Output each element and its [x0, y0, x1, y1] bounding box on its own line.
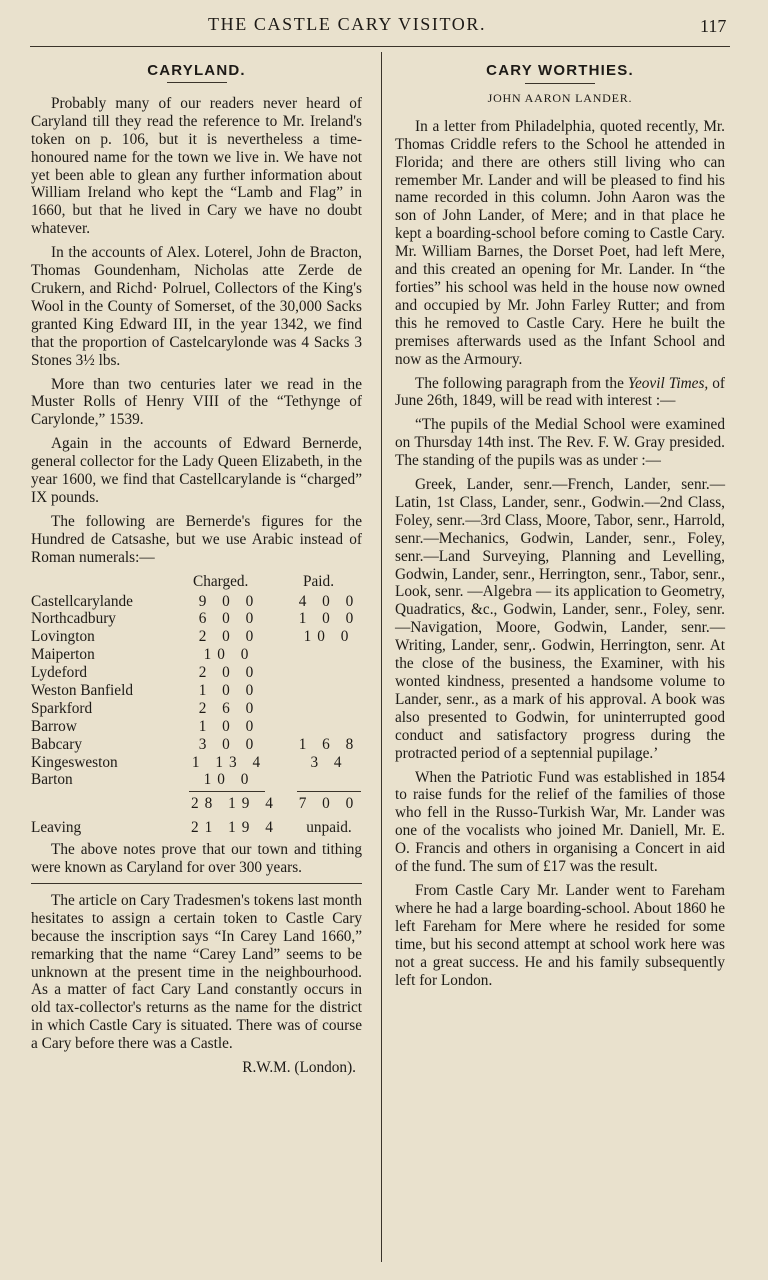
- paid-amount: 4 0 0: [298, 592, 360, 610]
- paragraph-text: of June 26th, 1849, will be read with interest :—: [395, 374, 726, 410]
- charged-amount: 2 0 0: [198, 664, 260, 682]
- place-name: Weston Banfield: [31, 682, 133, 700]
- charged-amount: 10 0: [203, 771, 255, 789]
- article-subheading: JOHN AARON LANDER.: [487, 90, 633, 105]
- place-name: Kingesweston: [31, 753, 118, 771]
- letter-rule: [31, 883, 362, 884]
- caryland-paragraph-4: Again in the accounts of Edward Bernerde, general collector for the Lady Queen Elizabeth, in the year 1600, we find that Castellcarylande is “charged” IX pounds.: [31, 435, 362, 506]
- letter-signature: R.W.M. (London).: [242, 1059, 356, 1077]
- worthies-paragraph-2: [395, 375, 725, 411]
- leaving-label: Leaving: [31, 819, 82, 837]
- table-row: [31, 700, 362, 718]
- header-rule: [30, 46, 730, 47]
- worthies-paragraph-6: From Castle Cary Mr. Lander went to Fareham where he had a large boarding-school. About 1860 he left Fareham for Mere where he resided for some time, but his second attempt at school work here was not a great success. He and his family subsequently left for London.: [395, 881, 725, 989]
- place-name: Barton: [31, 771, 73, 789]
- leaving-amount: 21 19 4: [191, 819, 279, 837]
- charged-amount: 1 0 0: [198, 682, 260, 700]
- heading-rule: [525, 83, 595, 84]
- running-head: [0, 14, 768, 44]
- caryland-closing: The above notes prove that our town and tithing were known as Caryland for over 300 years.: [31, 841, 362, 877]
- charged-amount: 3 0 0: [198, 735, 260, 753]
- place-name: Castellcarylande: [31, 592, 133, 610]
- worthies-paragraph-5: When the Patriotic Fund was established in 1854 to raise funds for the relief of the families of those who fell in the Russo-Turkish War, Mr. Lander was one of the vocalists who joined Mr. Daniell, Mr. E. O. Francis and others in organising a Concert in aid of the fund. The sum of £17 was the result.: [395, 768, 725, 876]
- table-row: [31, 593, 362, 611]
- cary-worthies-heading: CARY WORTHIES.: [486, 62, 634, 79]
- caryland-paragraph-5: The following are Bernerde's figures for the Hundred de Catsashe, but we use Arabic instead of Roman numerals:—: [31, 512, 362, 566]
- letter-paragraph: The article on Cary Tradesmen's tokens last month hesitates to assign a certain token to Castle Cary because the inscription says “In Carey Land 1660,” remarking that the name “Carey Land” seems to be unknown at the present time in the neighbourhood. As a matter of fact Cary Land constantly occurs in old tax-collector's returns as the name for the district in which Castle Cary is situated. There was of course a Cary before there was a Castle.: [31, 891, 362, 1053]
- worthies-paragraph-3: “The pupils of the Medial School were examined on Thursday 14th inst. The Rev. F. W. Gray presided. The standing of the pupils was as under :—: [395, 416, 725, 470]
- charged-amount: 1 0 0: [198, 717, 260, 735]
- caryland-paragraph-1: Probably many of our readers never heard of Caryland till they read the reference to Mr. Ireland's token on p. 106, but it is nevertheless a time-honoured name for the town we live in. We have not yet been able to glean any further information about William Ireland who kept the “Lamb and Flag” in 1660, but that he lived in Cary we have no doubt whatever.: [31, 94, 362, 238]
- table-row: [31, 664, 362, 682]
- table-row: [31, 736, 362, 754]
- table-row: [31, 628, 362, 646]
- caryland-heading: CARYLAND.: [147, 62, 246, 79]
- place-name: Lydeford: [31, 664, 88, 682]
- caryland-paragraph-2: In the accounts of Alex. Loterel, John de Bracton, Thomas Goundenham, Nicholas atte Zerde de Crukern, and Richd· Polruel, Collectors of the King's Wool in the County of Somerset, of the 30,000 Sacks granted King Edward III, in the year 1342, we find that the proportion of Castelcarylonde was 4 Sacks 3 Stones 3½ lbs.: [31, 244, 362, 369]
- figures-table: [31, 593, 362, 838]
- paid-amount: 1 0 0: [298, 610, 360, 628]
- worthies-paragraph-1: In a letter from Philadelphia, quoted recently, Mr. Thomas Criddle refers to the School he attended in Florida; and there are others still living who can remember Mr. Lander and will be pleased to find his name recorded in this column. John Aaron was the son of John Lander, of Mere; and in that place he kept a boarding-school before coming to Castle Cary. Mr. William Barnes, the Dorset Poet, had left Mere, and this created an opening for Mr. Lander. In “the forties” his school was held in the house now owned and occupied by Mr. John Farley Rutter; and from this he removed to Castle Cary. Here he built the premises afterwards used as the Infant School and now as the Armoury.: [395, 117, 725, 368]
- heading-rule: [167, 82, 227, 83]
- charged-amount: 9 0 0: [198, 592, 260, 610]
- figures-table-header: [31, 573, 362, 593]
- page-number: 117: [700, 16, 727, 36]
- newspaper-title: Yeovil Times,: [627, 374, 709, 392]
- table-row: [31, 771, 362, 789]
- worthies-paragraph-4: Greek, Lander, senr.—French, Lander, senr.—Latin, 1st Class, Lander, senr., Godwin.—2nd Class, Foley, senr.—3rd Class, Moore, Tabor, senr., Harrold, senr.—Mechanics, Godwin, Lander, senr., Foley, senr.—Land Surveying, Planning and Levelling, Godwin, Lander, senr., Herrington, senr., Tabor, senr., Look, senr. —Algebra — its application to Geometry, Quadratics, &c., Godwin, Lander, senr., Foley, senr.—Navigation, Moore, Godwin, Lander, senr.—Writing, Lander, senr,. Godwin, Herrington, senr. At the close of the business, the Examiner, with his wonted kindness, presented a handsome volume to Lander, senr., as a mark of his approval. A book was also presented to Godwin, for uninterrupted good conduct and satisfactory progress during the protracted period of a septennial pupilage.’: [395, 476, 725, 762]
- charged-amount: 10 0: [203, 646, 255, 664]
- charged-column-header: Charged.: [193, 572, 249, 590]
- column-divider: [381, 52, 382, 1262]
- table-row: [31, 754, 362, 772]
- total-paid: 7 0 0: [298, 795, 360, 813]
- totals-row: [31, 795, 362, 813]
- place-name: Lovington: [31, 628, 95, 646]
- caryland-paragraph-3: More than two centuries later we read in the Muster Rolls of Henry VIII of the “Tethynge of Carylonde,” 1539.: [31, 375, 362, 429]
- table-row: [31, 610, 362, 628]
- total-charged: 28 19 4: [191, 795, 279, 813]
- charged-amount: 6 0 0: [198, 610, 260, 628]
- place-name: Babcary: [31, 735, 82, 753]
- table-row: [31, 718, 362, 736]
- place-name: Barrow: [31, 717, 77, 735]
- leaving-row: [31, 819, 362, 837]
- right-column: [395, 62, 725, 995]
- paid-amount: 1 6 8: [298, 735, 360, 753]
- charged-amount: 1 13 4: [191, 753, 267, 771]
- left-column: [31, 62, 362, 1077]
- place-name: Maiperton: [31, 646, 95, 664]
- paid-amount: 10 0: [303, 628, 355, 646]
- leaving-note: unpaid.: [306, 819, 352, 837]
- paid-amount: 3 4: [310, 753, 348, 771]
- charged-amount: 2 6 0: [198, 699, 260, 717]
- page-title: THE CASTLE CARY VISITOR.: [208, 14, 487, 34]
- table-row: [31, 682, 362, 700]
- place-name: Sparkford: [31, 699, 93, 717]
- place-name: Northcadbury: [31, 610, 116, 628]
- table-row: [31, 646, 362, 664]
- paid-column-header: Paid.: [303, 572, 335, 590]
- charged-amount: 2 0 0: [198, 628, 260, 646]
- paragraph-text: The following paragraph from the: [415, 374, 624, 392]
